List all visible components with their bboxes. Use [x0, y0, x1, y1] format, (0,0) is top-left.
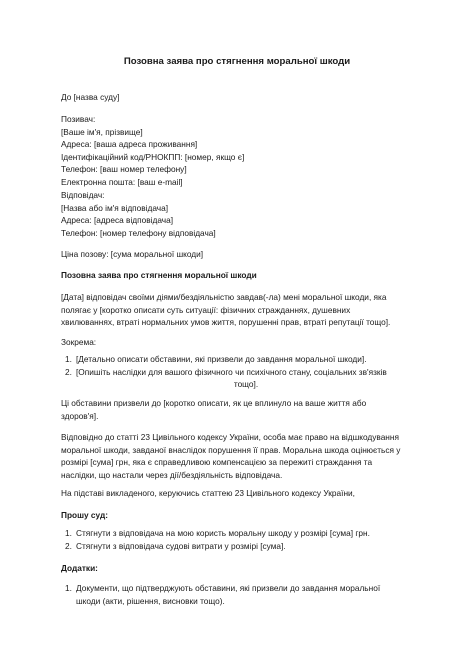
paragraph-line: розмірі [сума] грн, яка є справедливою компенсацією за пережиті страждання та	[61, 457, 373, 468]
paragraph-2	[61, 397, 416, 422]
plaintiff-address: Адреса: [ваша адреса проживання]	[61, 139, 198, 150]
list-number: 1.	[65, 354, 72, 364]
claim-price: Ціна позову: [сума моральної шкоди]	[61, 249, 204, 259]
list-item	[61, 540, 416, 553]
claim-price-block	[61, 248, 416, 261]
list-number: 1.	[65, 528, 72, 538]
paragraph-line: наслідки, що настали через дії/бездіяльність відповідача.	[61, 469, 283, 480]
request-list	[61, 527, 416, 552]
paragraph-4	[61, 487, 416, 500]
list-item	[61, 582, 416, 607]
defendant-heading: Відповідач:	[61, 190, 105, 200]
document-title: Позовна заява про стягнення моральної шкоди	[123, 56, 351, 67]
paragraph-1	[61, 291, 416, 329]
zokrema-label: Зокрема:	[61, 337, 97, 347]
plaintiff-email: Електронна пошта: [ваш e-mail]	[61, 176, 183, 187]
plaintiff-id: Ідентифікаційний код/РНОКПП: [номер, якщо є]	[61, 151, 245, 162]
list-item	[61, 366, 416, 391]
list-item-text: [Детально описати обставини, які призвели до завдання моральної шкоди].	[76, 354, 367, 364]
appendix-heading-block	[61, 562, 416, 575]
court-name: До [назва суду]	[61, 92, 120, 102]
plaintiff-heading: Позивач:	[61, 114, 96, 124]
request-heading-block	[61, 509, 416, 522]
appendix-heading: Додатки:	[61, 563, 98, 573]
paragraph-line: здоров'я].	[61, 410, 99, 421]
section-title-block	[61, 269, 416, 282]
defendant-phone: Телефон: [номер телефону відповідача]	[61, 227, 216, 238]
defendant-address: Адреса: [адреса відповідача]	[61, 215, 173, 226]
list-item-text: шкоди (акти, рішення, висновки тощо).	[76, 595, 225, 606]
paragraph-line: полягає у [коротко описати суть ситуації: фізичних стражданнях, душевних	[61, 304, 351, 315]
list-item-text: тощо].	[233, 379, 259, 390]
paragraph-line: На підставі викладеного, керуючись статтею 23 Цивільного кодексу України,	[61, 488, 355, 498]
paragraph-line: [Дата] відповідач своїми діями/бездіяльністю завдав(-ла) мені моральної шкоди, яка	[61, 292, 387, 302]
paragraph-line: хвилюваннях, втраті нормальних умов життя, порушенні прав, втраті репутації тощо].	[61, 317, 391, 328]
request-heading: Прошу суд:	[61, 510, 108, 520]
list-item-text: Стягнути з відповідача на мою користь моральну шкоду у розмірі [сума] грн.	[76, 528, 370, 538]
appendix-list	[61, 582, 416, 607]
list-item-text: Документи, що підтверджують обставини, які призвели до завдання моральної	[76, 583, 381, 593]
list-item	[61, 527, 416, 540]
plaintiff-phone: Телефон: [ваш номер телефону]	[61, 164, 187, 175]
defendant-name: [Назва або ім'я відповідача]	[61, 202, 169, 213]
zokrema-block	[61, 336, 416, 349]
list-item-text: [Опишіть наслідки для вашого фізичного чи психічного стану, соціальних зв'язків	[76, 366, 387, 377]
plaintiff-block	[61, 113, 416, 189]
paragraph-line: Відповідно до статті 23 Цивільного кодексу України, особа має право на відшкодування	[61, 432, 399, 442]
list-number: 2.	[65, 540, 72, 551]
paragraph-line: моральної шкоди, завданої внаслідок порушення її прав. Моральна шкода оцінюється у	[61, 444, 401, 455]
defendant-block	[61, 189, 416, 239]
list-number: 1.	[65, 583, 72, 593]
court-line	[61, 91, 416, 104]
plaintiff-name: [Ваше ім'я, прізвище]	[61, 126, 143, 137]
details-list	[61, 353, 416, 391]
list-item-text: Стягнути з відповідача судові витрати у розмірі [сума].	[76, 540, 286, 551]
list-number: 2.	[65, 366, 72, 377]
paragraph-line: Ці обставини призвели до [коротко описати, як це вплинуло на ваше життя або	[61, 398, 367, 408]
list-item	[61, 353, 416, 366]
section-title: Позовна заява про стягнення моральної шкоди	[61, 270, 257, 280]
paragraph-3	[61, 431, 416, 481]
